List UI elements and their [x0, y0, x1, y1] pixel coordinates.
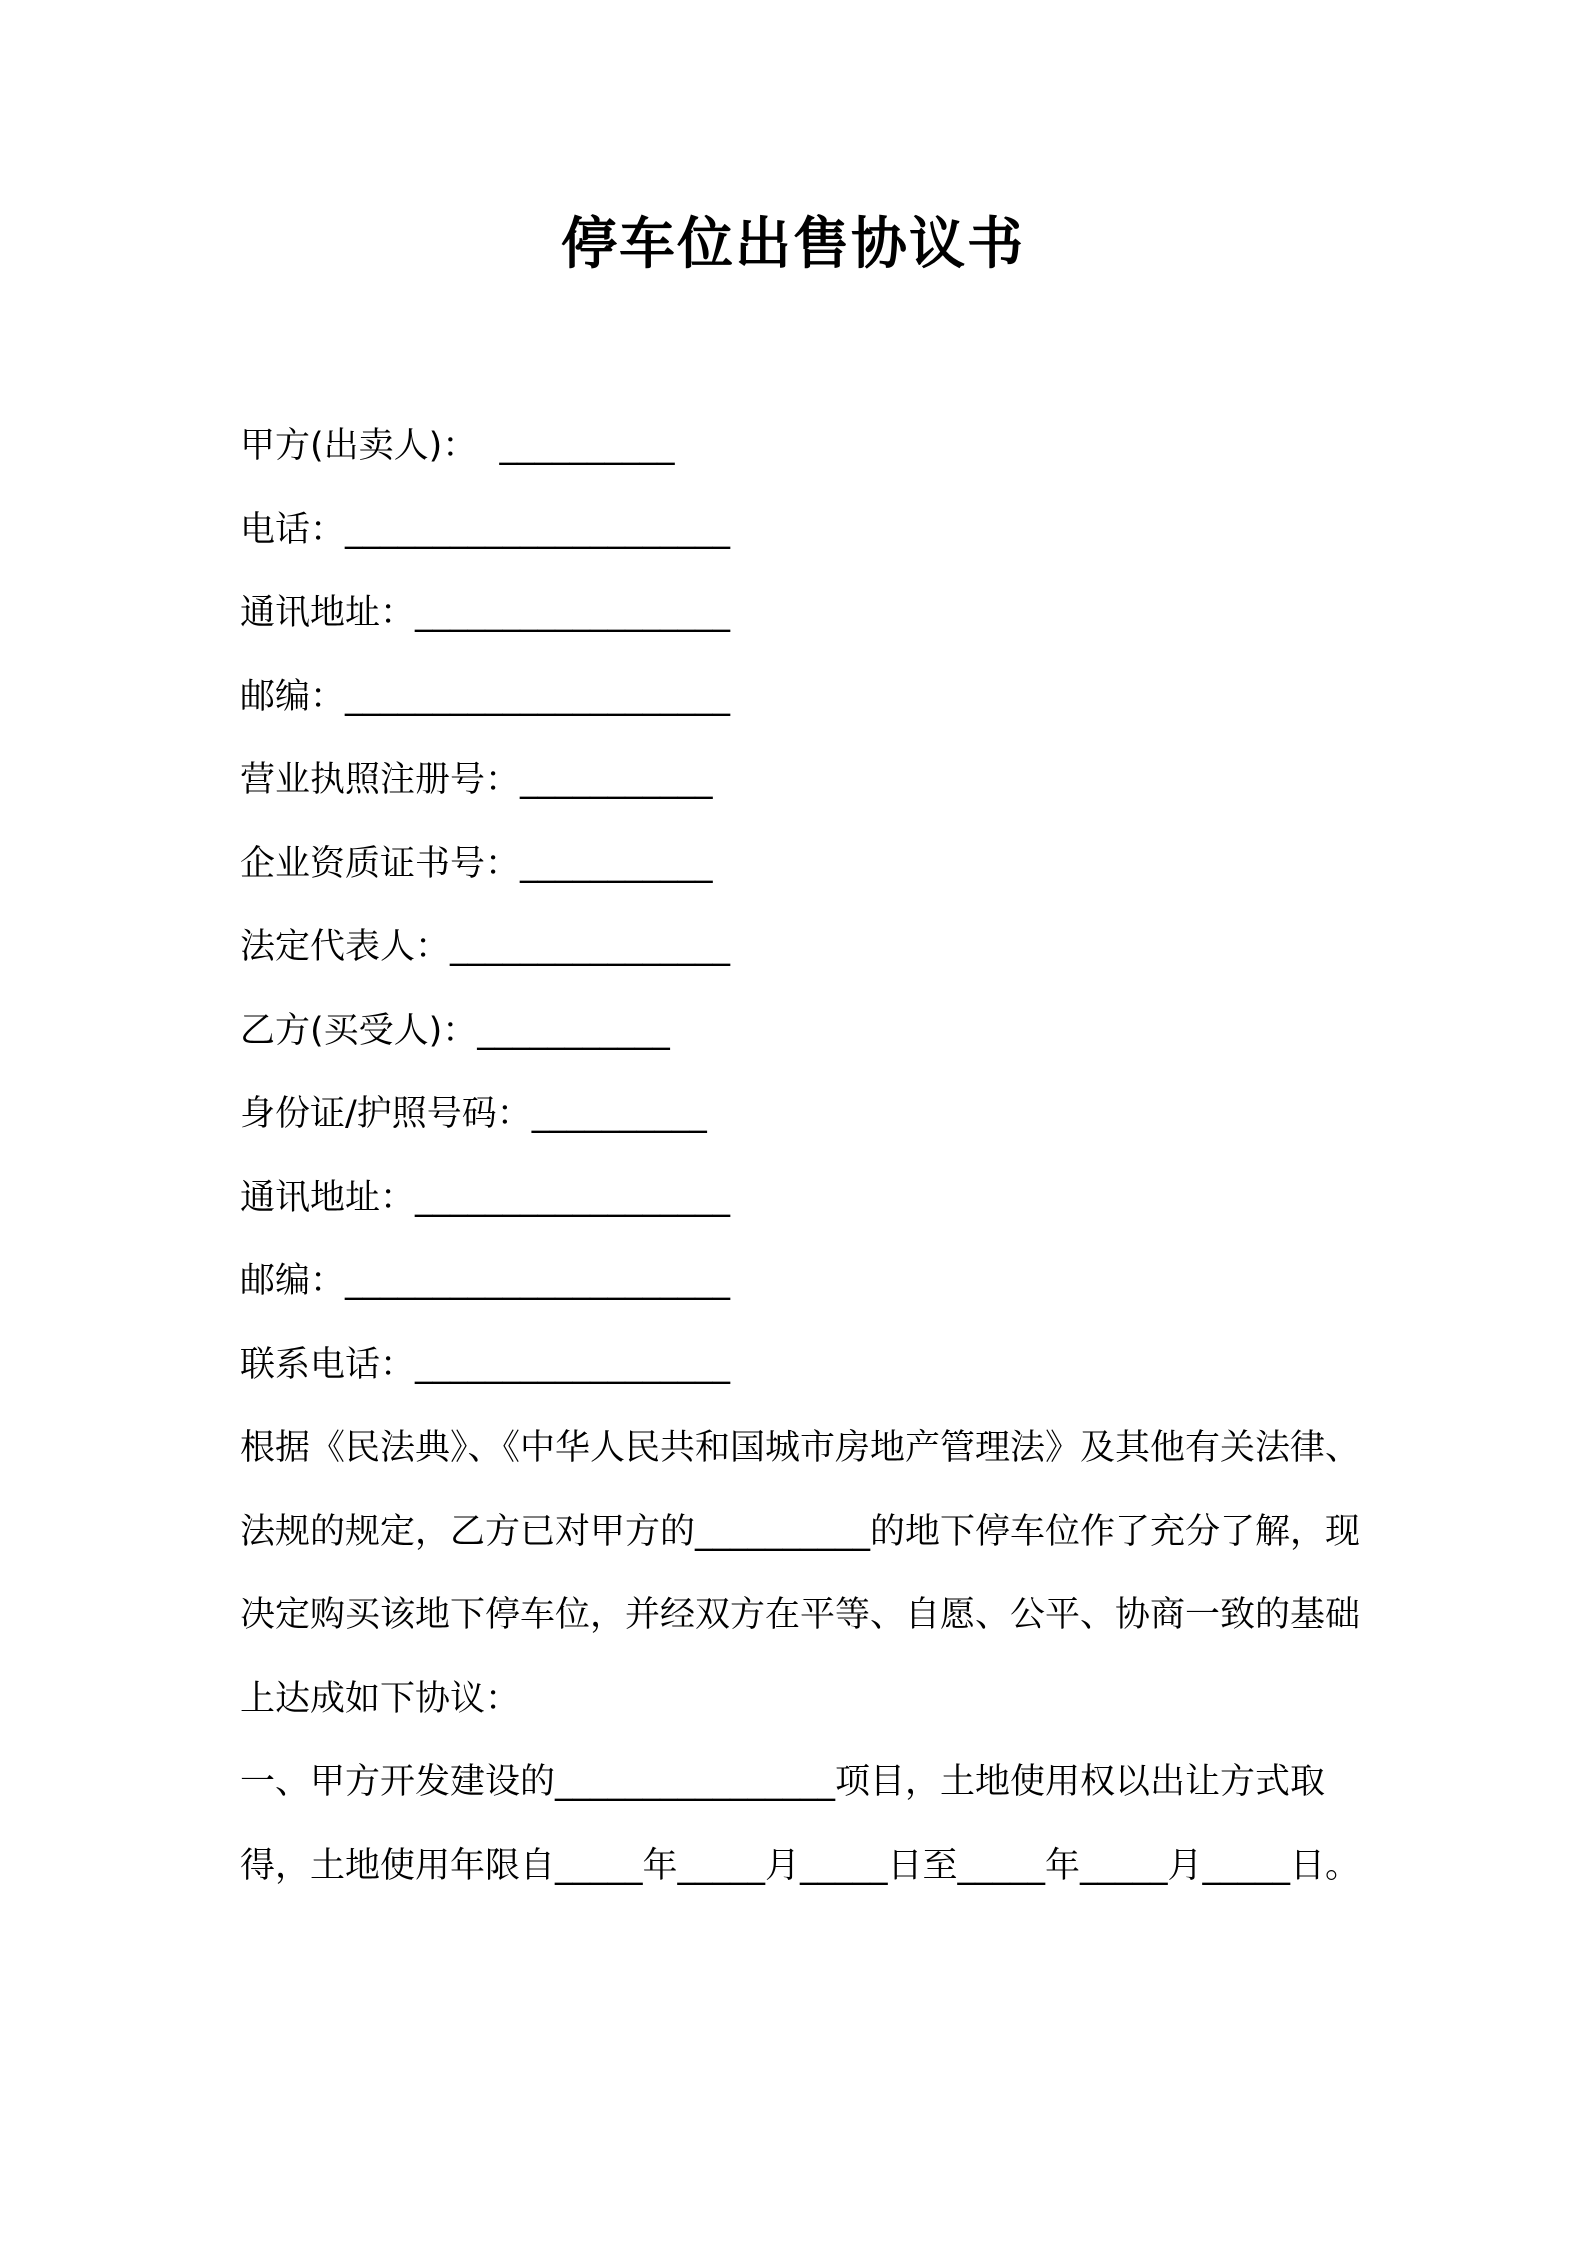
- field-qualification-cert: 企业资质证书号：___________: [240, 843, 713, 884]
- field-buyer: 乙方(买受人)：___________: [240, 1010, 670, 1051]
- paragraph-clause-1: 一、甲方开发建设的________________项目，土地使用权以出让方式取得，土地使用年限自_____年_____月_____日至_____年_____月_____日。: [240, 1762, 1361, 1886]
- field-phone: 电话：______________________: [240, 509, 731, 550]
- field-contact-phone: 联系电话：__________________: [240, 1344, 731, 1385]
- field-legal-representative: 法定代表人：________________: [240, 927, 731, 967]
- field-seller: 甲方(出卖人)： __________: [240, 426, 675, 466]
- document-body: [240, 405, 1360, 1908]
- field-business-license: 营业执照注册号：___________: [240, 760, 713, 800]
- field-id-passport: 身份证/护照号码：__________: [240, 1094, 707, 1134]
- field-seller-address: 通讯地址：__________________: [240, 593, 731, 633]
- document-title: 停车位出售协议书: [561, 212, 1025, 277]
- field-seller-postcode: 邮编：______________________: [240, 676, 731, 717]
- paragraph-preamble: 根据《民法典》、《中华人民共和国城市房地产管理法》及其他有关法律、法规的规定，乙方已对甲方的__________的地下停车位作了充分了解，现决定购买该地下停车位，并经双方在平等、自愿、公平、协商一致的基础上达成如下协议：: [240, 1428, 1361, 1719]
- field-buyer-postcode: 邮编：______________________: [240, 1261, 731, 1301]
- field-buyer-address: 通讯地址：__________________: [240, 1177, 731, 1218]
